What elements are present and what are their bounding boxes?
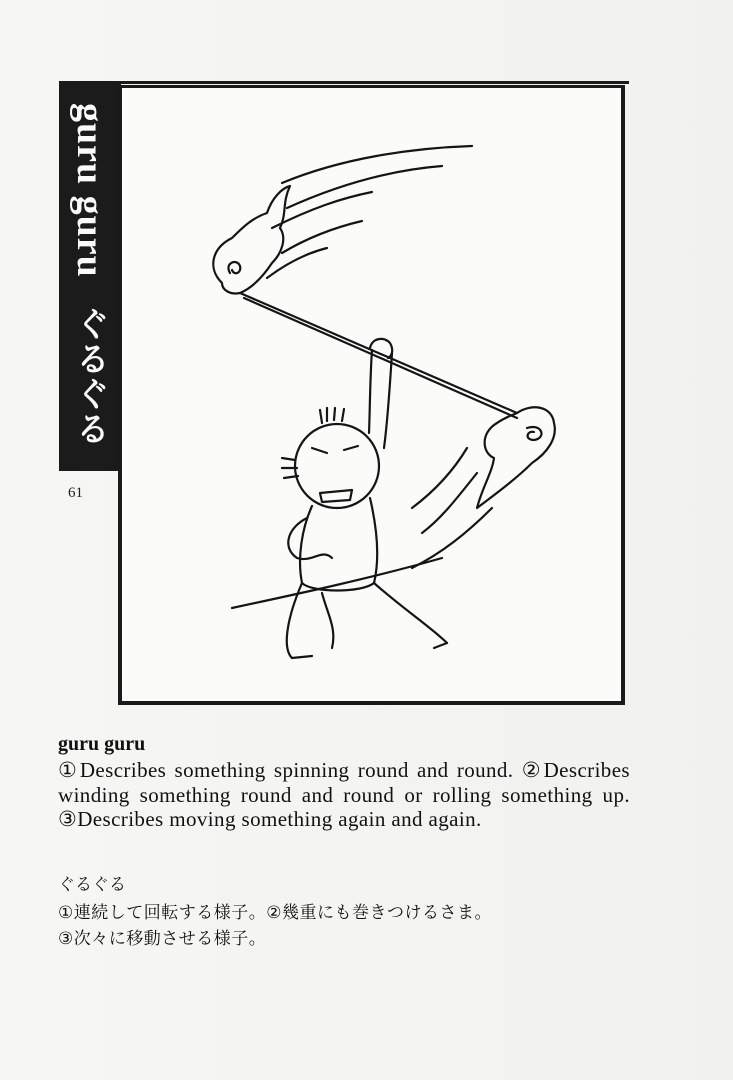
entry-heading: guru guru <box>58 733 146 755</box>
page-number: 61 <box>68 485 83 501</box>
title-band <box>59 83 121 471</box>
english-definition: ①Describes something spinning round and round. ②Describes winding something round and round or rolling something up. ③Describes moving something again and again. <box>58 758 630 831</box>
title-kana: ぐるぐる <box>69 305 110 446</box>
man-spinning-fire-stick-icon <box>122 88 622 702</box>
vertical-title <box>59 83 121 471</box>
frame-top-rule <box>59 81 629 84</box>
japanese-heading: ぐるぐる <box>58 875 126 895</box>
japanese-definition-line-1: ①連続して回転する様子。②幾重にも巻きつけるさま。 <box>58 903 492 923</box>
illustration-frame <box>118 85 625 705</box>
japanese-definition-line-2: ③次々に移動させる様子。 <box>58 929 267 949</box>
title-romaji: guru guru <box>69 103 111 278</box>
